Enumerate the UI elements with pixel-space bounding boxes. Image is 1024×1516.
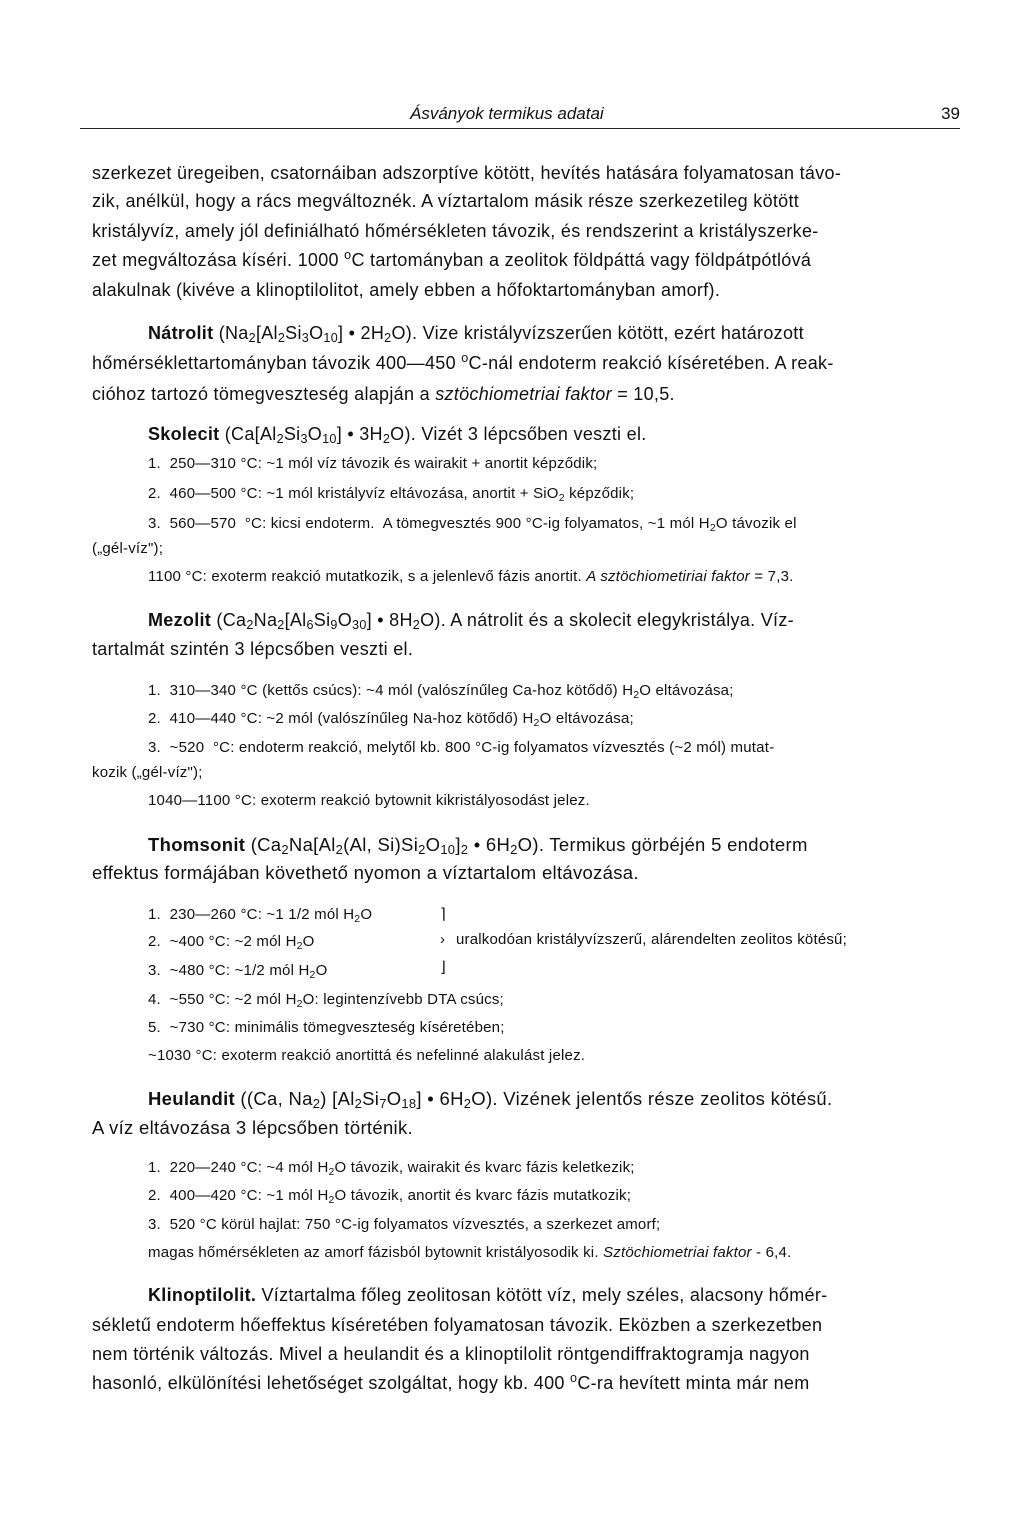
thomsonit-step-4: 4. ~550 °C: ~2 mól $H_2O$: legintenzívebb DTA csúcs; <box>148 991 504 1010</box>
mezolit-step-3: 3. ~520 °C: endoterm reakció, melytől kb. 800 °C-ig folyamatos vízvesztés (~2 mól) mutat- <box>148 739 775 756</box>
klinoptilolit-line-2: sékletű endoterm hőeffektus kíséretében folyamatosan távozik. Eközben a szerkezetben <box>92 1315 823 1335</box>
heulandit-step-1: 1. 220—240 °C: ~4 mól $H_2O$ távozik, wairakit és kvarc fázis keletkezik; <box>148 1159 635 1178</box>
mineral-name: Thomsonit <box>148 834 246 855</box>
mineral-name: Skolecit <box>148 424 220 444</box>
intro-line-5: alakulnak (kivéve a klinoptilolitot, amely ebben a hőfoktartományban amorf). <box>92 280 721 300</box>
mezolit-step-1: 1. 310—340 °C (kettős csúcs): ~4 mól (valószínűleg Ca-hoz kötődő) $H_2O$ eltávozása; <box>148 682 734 701</box>
factor-label: Sztöchiometriai faktor <box>603 1244 752 1261</box>
heulandit-heading: Heulandit ((Ca, $Na_2$) $[Al_2Si_7O_{18}]$ • $6H_2O$). Vizének jelentős része zeolitos kötésű. <box>148 1088 833 1111</box>
thomsonit-step-6: ~1030 °C: exoterm reakció anortittá és nefelinné alakulást jelez. <box>148 1047 586 1064</box>
skolecit-heading: Skolecit ($Ca[Al_2Si_3O_{10}]$ • $3H_2O$). Vizét 3 lépcsőben veszti el. <box>148 424 647 446</box>
mineral-name: Klinoptilolit. <box>148 1285 257 1305</box>
brace-middle: › <box>440 931 445 948</box>
skolecit-step-2: 2. 460—500 °C: ~1 mól kristályvíz eltávozása, anortit + SiO$_2$ képződik; <box>148 485 635 504</box>
mineral-name: Nátrolit <box>148 323 214 343</box>
mezolit-step-4: 1040—1100 °C: exoterm reakció bytownit kikristályosodást jelez. <box>148 792 590 809</box>
running-title: Ásványok termikus adatai <box>410 104 604 123</box>
mezolit-line-2: tartalmát szintén 3 lépcsőben veszti el. <box>92 639 414 659</box>
intro-line-1: szerkezet üregeiben, csatornáiban adszorptíve kötött, hevítés hatására folyamatosan távo- <box>92 163 842 183</box>
thomsonit-bracket-note: uralkodóan kristályvízszerű, alárendelten zeolitos kötésű; <box>456 931 847 948</box>
factor-label: A sztöchiometiriai faktor <box>586 568 750 585</box>
skolecit-step-4: 1100 °C: exoterm reakció mutatkozik, s a jelenlevő fázis anortit. A sztöchiometiriai faktor = 7,3. <box>148 568 794 585</box>
intro-line-3: kristályvíz, amely jól definiálható hőmérsékleten távozik, és rendszerint a kristályszerke- <box>92 221 819 241</box>
heulandit-step-3: 3. 520 °C körül hajlat: 750 °C-ig folyamatos vízvesztés, a szerkezet amorf; <box>148 1216 661 1233</box>
klinoptilolit-line-4: hasonló, elkülönítési lehetőséget szolgáltat, hogy kb. 400 $^o$C-ra hevített minta már nem <box>92 1371 810 1393</box>
factor-label: sztöchiometriai faktor <box>435 384 612 404</box>
page-number: 39 <box>941 104 960 123</box>
klinoptilolit-line-3: nem történik változás. Mivel a heulandit és a klinoptilolit röntgendiffraktogramja nagyon <box>92 1344 810 1364</box>
thomsonit-step-5: 5. ~730 °C: minimális tömegveszteség kíséretében; <box>148 1019 505 1036</box>
brace-top: ⌉ <box>440 906 446 923</box>
mezolit-step-3-cont: kozik („gél-víz"); <box>92 764 203 781</box>
heulandit-line-2: A víz eltávozása 3 lépcsőben történik. <box>92 1117 413 1138</box>
brace-bottom: ⌋ <box>440 959 446 976</box>
thomsonit-step-2: 2. ~400 °C: ~2 mól $H_2O$ <box>148 933 315 952</box>
intro-line-4: zet megváltozása kíséri. 1000 $^o$C tartományban a zeolitok földpáttá vagy földpátpótlóvá <box>92 248 812 270</box>
mineral-name: Mezolit <box>148 610 212 630</box>
klinoptilolit-heading: Klinoptilolit. Víztartalma főleg zeolitosan kötött víz, mely széles, alacsony hőmér- <box>148 1285 828 1305</box>
natrolit-heading: Nátrolit ($Na_2[Al_2Si_3O_{10}]$ • $2H_2O$). Vize kristályvízszerűen kötött, ezért határozott <box>148 323 804 345</box>
running-head <box>80 102 960 129</box>
heulandit-step-4: magas hőmérsékleten az amorf fázisból bytownit kristályosodik ki. Sztöchiometriai faktor - 6,4. <box>148 1244 792 1261</box>
skolecit-step-3: 3. 560—570 °C: kicsi endoterm. A tömegvesztés 900 °C-ig folyamatos, ~1 mól $H_2O$ távozik el <box>148 515 797 534</box>
natrolit-line-3: cióhoz tartozó tömegveszteség alapján a sztöchiometriai faktor = 10,5. <box>92 384 675 404</box>
thomsonit-step-3: 3. ~480 °C: ~1/2 mól $H_2O$ <box>148 962 328 981</box>
thomsonit-step-1: 1. 230—260 °C: ~1 1/2 mól $H_2O$ <box>148 906 373 925</box>
skolecit-step-3-cont: („gél-víz"); <box>92 540 164 557</box>
skolecit-step-1: 1. 250—310 °C: ~1 mól víz távozik és wairakit + anortit képződik; <box>148 455 598 472</box>
natrolit-line-2: hőmérséklettartományban távozik 400—450 $^o$C-nál endoterm reakció kíséretében. A reak- <box>92 351 834 373</box>
heulandit-step-2: 2. 400—420 °C: ~1 mól $H_2O$ távozik, anortit és kvarc fázis mutatkozik; <box>148 1187 632 1206</box>
mineral-name: Heulandit <box>148 1088 235 1109</box>
intro-line-2: zik, anélkül, hogy a rács megváltoznék. A víztartalom másik része szerkezetileg kötött <box>92 191 800 211</box>
thomsonit-heading: Thomsonit ($Ca_2Na[Al_2(Al$, $Si)Si_2O_{10}]_2$ • $6H_2O$). Termikus görbéjén 5 endoterm <box>148 834 808 857</box>
mezolit-heading: Mezolit ($Ca_2Na_2[Al_6Si_9O_{30}]$ • $8H_2O$). A nátrolit és a skolecit elegykristálya. Víz- <box>148 610 794 632</box>
mezolit-step-2: 2. 410—440 °C: ~2 mól (valószínűleg Na-hoz kötődő) $H_2O$ eltávozása; <box>148 710 634 729</box>
thomsonit-line-2: effektus formájában követhető nyomon a víztartalom eltávozása. <box>92 862 639 883</box>
